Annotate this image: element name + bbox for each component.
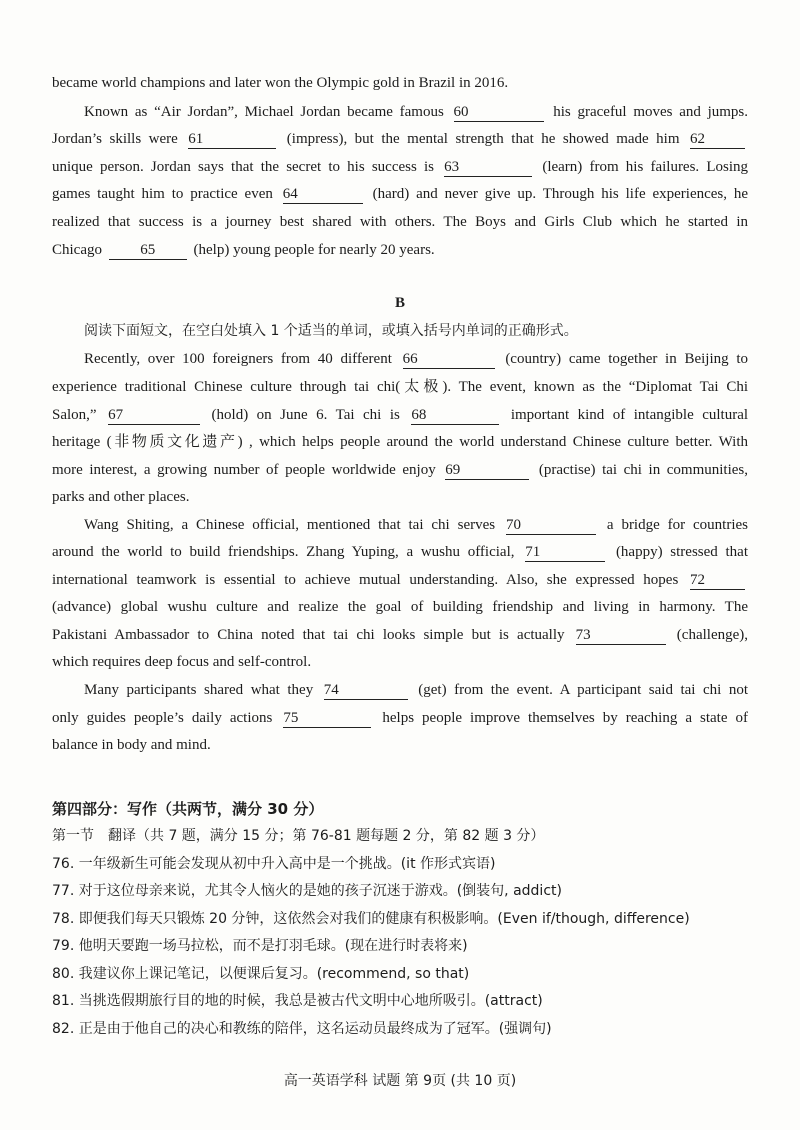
blank-72[interactable]: 72 [690,572,745,590]
blank-75[interactable]: 75 [283,710,371,728]
text: only guides people’s daily actions [52,710,273,726]
text: Jordan’s skills were [52,131,178,147]
passage-line [52,73,748,93]
question-76: 76. 一年级新生可能会发现从初中升入高中是一个挑战。(it 作形式宾语) [52,856,496,872]
passage-line [52,735,748,755]
passage-line [52,184,748,204]
passage-line [52,708,748,728]
section-b-heading: B [394,295,405,311]
passage-line [52,432,748,452]
passage-line [52,570,748,590]
part4-section1: 第一节 翻译（共 7 题，满分 15 分；第 76-81 题每题 2 分，第 82 题 3 分） [52,828,545,844]
blank-62[interactable]: 62 [690,131,745,149]
text: experience traditional Chinese culture through tai chi(太极). The event, known as the “Diplomat Tai Chi [52,379,748,395]
text: became world champions and later won the Olympic gold in Brazil in 2016. [52,75,509,91]
passage-line [84,515,748,535]
passage-line [52,240,748,260]
blank-60[interactable]: 60 [454,104,544,122]
text: Known as “Air Jordan”, Michael Jordan became famous [84,104,444,120]
text: heritage (非物质文化遗产) , which helps people around the world understand Chinese culture better. With [52,434,748,450]
passage-line [52,487,748,507]
blank-71[interactable]: 71 [525,544,605,562]
text: (learn) from his failures. Losing [542,159,749,175]
text: (hold) on June 6. Tai chi is [211,407,400,423]
passage-line [52,460,748,480]
question-77: 77. 对于这位母亲来说，尤其令人恼火的是她的孩子沉迷于游戏。(倒装句, addict) [52,883,562,899]
text: games taught him to practice even [52,186,273,202]
text: (hard) and never give up. Through his life experiences, he [372,186,749,202]
passage-line [52,597,748,617]
blank-69[interactable]: 69 [445,462,529,480]
question-79: 79. 他明天要跑一场马拉松，而不是打羽毛球。(现在进行时表将来) [52,938,468,954]
text: international teamwork is essential to achieve mutual understanding. Also, she expressed hopes [52,572,679,588]
blank-74[interactable]: 74 [324,682,408,700]
text: (practise) tai chi in communities, [538,462,749,478]
blank-67[interactable]: 67 [108,407,200,425]
text: unique person. Jordan says that the secret to his success is [52,159,434,175]
text: (advance) global wushu culture and realize the goal of building friendship and living in harmony. The [52,599,748,615]
text: parks and other places. [52,489,190,505]
text: realized that success is a journey best shared with others. The Boys and Girls Club which he started in [52,214,748,230]
part4-heading: 第四部分：写作（共两节，满分 30 分） [52,800,324,818]
text: (get) from the event. A participant said tai chi not [418,682,749,698]
text: Pakistani Ambassador to China noted that tai chi looks simple but is actually [52,627,565,643]
text: Many participants shared what they [84,682,314,698]
question-82: 82. 正是由于他自己的决心和教练的陪伴，这名运动员最终成为了冠军。(强调句) [52,1021,552,1037]
passage-line [52,625,748,645]
text: (happy) stressed that [615,544,748,560]
blank-63[interactable]: 63 [444,159,532,177]
passage-line [52,542,748,562]
text: (help) young people for nearly 20 years. [193,242,435,258]
blank-64[interactable]: 64 [283,186,363,204]
text: Recently, over 100 foreigners from 40 different [84,351,392,367]
text: (impress), but the mental strength that he showed made him [286,131,680,147]
question-81: 81. 当挑选假期旅行目的地的时候，我总是被古代文明中心地所吸引。(attract) [52,993,543,1009]
blank-61[interactable]: 61 [188,131,276,149]
text: (country) came together in Beijing to [505,351,748,367]
passage-line [52,652,748,672]
text: around the world to build friendships. Zhang Yuping, a wushu official, [52,544,515,560]
passage-line [52,129,748,149]
text: (challenge), [676,627,749,643]
passage-line [84,102,748,122]
text: Wang Shiting, a Chinese official, mentioned that tai chi serves [84,517,496,533]
question-80: 80. 我建议你上课记笔记，以便课后复习。(recommend, so that) [52,966,470,982]
text: Chicago [52,242,102,258]
blank-68[interactable]: 68 [411,407,499,425]
passage-line [84,349,748,369]
passage-line [52,212,748,232]
passage-line [84,680,748,700]
text: his graceful moves and jumps. [553,104,748,120]
text: a bridge for countries [606,517,749,533]
blank-73[interactable]: 73 [576,627,666,645]
blank-65[interactable]: 65 [109,242,187,260]
page-footer: 高一英语学科 试题 第 9页 (共 10 页) [283,1073,517,1089]
blank-66[interactable]: 66 [403,351,495,369]
text: balance in body and mind. [52,737,211,753]
passage-line [52,157,748,177]
text: helps people improve themselves by reaching a state of [382,710,749,726]
text: Salon,” [52,407,97,423]
text: more interest, a growing number of people worldwide enjoy [52,462,436,478]
text: important kind of intangible cultural [510,407,749,423]
question-78: 78. 即便我们每天只锻炼 20 分钟，这依然会对我们的健康有积极影响。(Even if/though, difference) [52,911,690,927]
section-b-instruction: 阅读下面短文，在空白处填入 1 个适当的单词，或填入括号内单词的正确形式。 [84,323,578,339]
text: which requires deep focus and self-control. [52,654,312,670]
blank-70[interactable]: 70 [506,517,596,535]
passage-line [52,405,748,425]
passage-line [52,377,748,397]
